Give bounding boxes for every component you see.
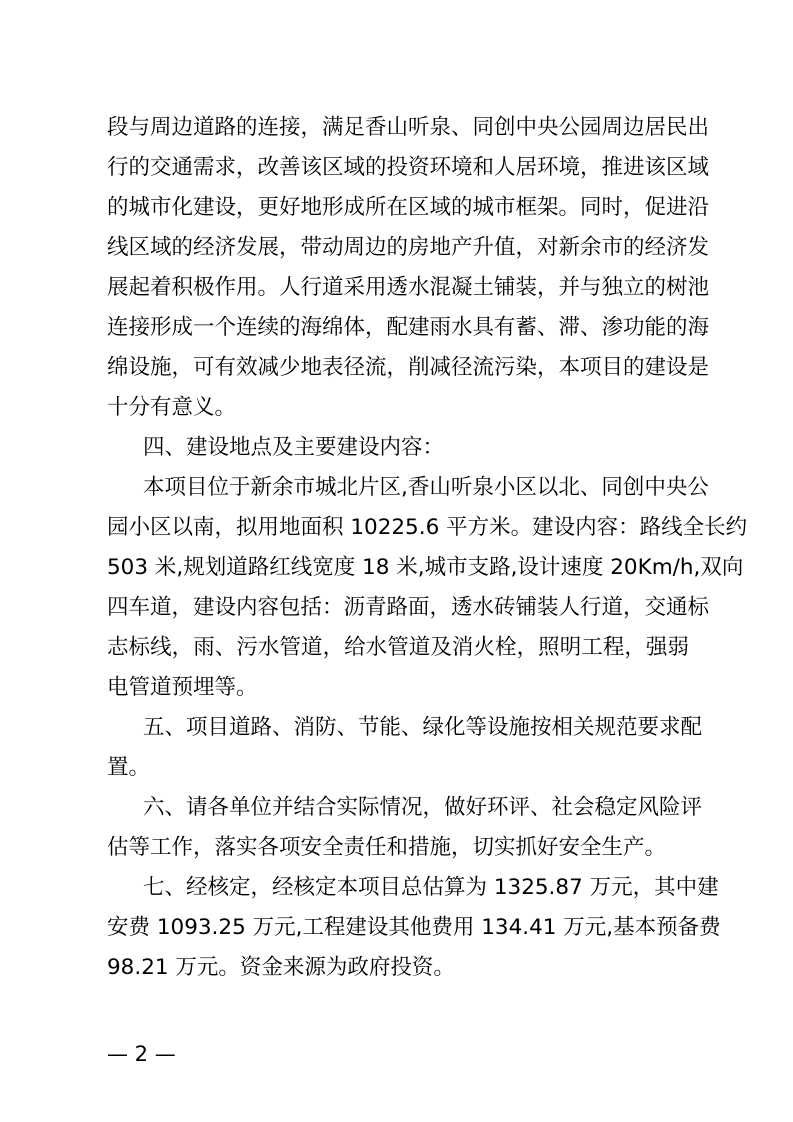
paragraph-facilities [107,708,703,788]
text-line: 志标线，雨、污水管道，给水管道及消火栓，照明工程，强弱 [107,635,689,660]
text-line: 绵设施，可有效减少地表径流，削减径流污染，本项目的建设是 [107,355,710,380]
text-line: 段与周边道路的连接，满足香山听泉、同创中央公园周边居民出 [107,115,710,140]
text-line: 置。 [107,755,151,780]
text-line: 连接形成一个连续的海绵体，配建雨水具有蓄、滞、渗功能的海 [107,315,710,340]
section-heading-location [107,428,689,468]
text-line: 行的交通需求，改善该区域的投资环境和人居环境，推进该区域 [107,155,710,180]
paragraph-safety [107,788,703,868]
text-line: 503 米,规划道路红线宽度 18 米,城市支路,设计速度 20Km/h,双向 [107,555,744,580]
text-line: 98.21 万元。资金来源为政府投资。 [107,955,455,980]
text-line: 七、经核定，经核定本项目总估算为 1325.87 万元，其中建 [143,875,719,900]
paragraph-significance [107,108,710,428]
text-line: 的城市化建设，更好地形成所在区域的城市框架。同时，促进沿 [107,195,710,220]
paragraph-budget [107,868,721,988]
paragraph-location-content [107,468,748,708]
text-line: 四、建设地点及主要建设内容： [143,435,445,460]
text-line: 展起着积极作用。人行道采用透水混凝土铺装，并与独立的树池 [107,275,710,300]
document-body [107,108,748,988]
text-line: 电管道预埋等。 [107,675,258,700]
text-line: 六、请各单位并结合实际情况，做好环评、社会稳定风险评 [143,795,703,820]
page-number: — 2 — [107,1042,176,1066]
text-line: 五、项目道路、消防、节能、绿化等设施按相关规范要求配 [143,715,703,740]
text-line: 十分有意义。 [107,395,237,420]
text-line: 安费 1093.25 万元,工程建设其他费用 134.41 万元,基本预备费 [107,915,721,940]
text-line: 本项目位于新余市城北片区,香山听泉小区以北、同创中央公 [143,475,709,500]
text-line: 园小区以南，拟用地面积 10225.6 平方米。建设内容：路线全长约 [107,515,748,540]
text-line: 估等工作，落实各项安全责任和措施，切实抓好安全生产。 [107,835,667,860]
text-line: 四车道，建设内容包括：沥青路面，透水砖铺装人行道，交通标 [107,595,710,620]
text-line: 线区域的经济发展，带动周边的房地产升值，对新余市的经济发 [107,235,710,260]
